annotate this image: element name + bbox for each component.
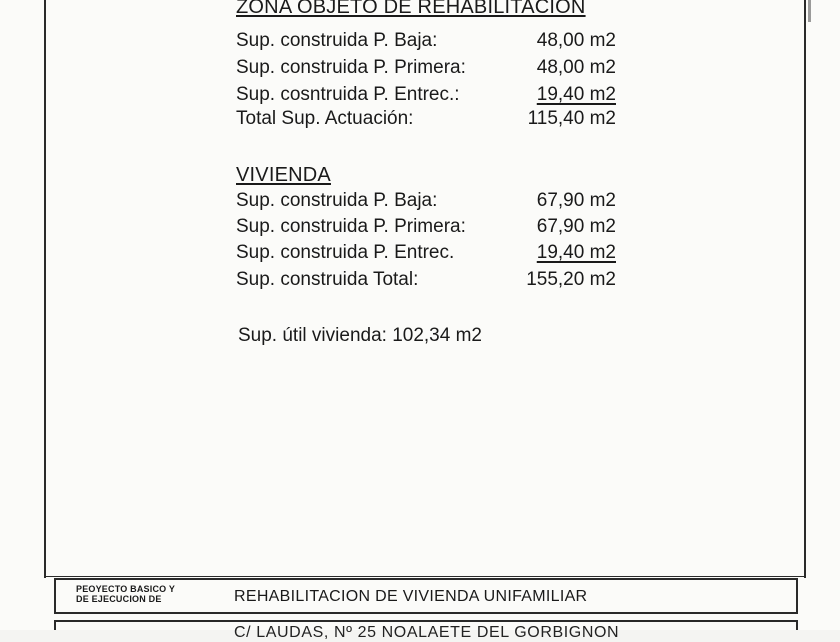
area-label: Sup. construida P. Entrec. — [236, 242, 455, 263]
section-heading-vivienda: VIVIENDA — [236, 164, 331, 186]
area-value: 19,40 m2 — [536, 84, 616, 105]
area-label: Total Sup. Actuación: — [236, 108, 414, 129]
area-value: 155,20 m2 — [526, 269, 616, 290]
area-value: 67,90 m2 — [536, 190, 616, 211]
area-label: Sup. construida P. Primera: — [236, 57, 466, 78]
area-total-row — [236, 108, 616, 132]
area-value: 48,00 m2 — [536, 30, 616, 51]
title-block-project-name: REHABILITACION DE VIVIENDA UNIFAMILIAR — [234, 588, 588, 605]
area-value: 48,00 m2 — [536, 57, 616, 78]
title-block-label-line: DE EJECUCION DE — [76, 594, 162, 604]
area-label: Sup. construida Total: — [236, 269, 419, 290]
title-block-rule — [54, 612, 798, 614]
title-block-divider — [44, 576, 806, 577]
edge-mark — [808, 0, 811, 22]
area-label: Sup. construida P. Baja: — [236, 30, 438, 51]
title-block-label — [76, 584, 206, 604]
area-label: Sup. cosntruida P. Entrec.: — [236, 84, 460, 105]
area-label: Sup. construida P. Primera: — [236, 216, 466, 237]
area-value: 67,90 m2 — [536, 216, 616, 237]
title-block-address-partial: C/ LAUDAS, Nº 25 NOALAETE DEL GORBIGNON — [234, 624, 620, 641]
area-row — [236, 57, 616, 81]
frame-border-right — [804, 0, 806, 578]
area-row — [236, 84, 616, 108]
area-value: 19,40 m2 — [536, 242, 616, 263]
useful-area-line: Sup. útil vivienda: 102,34 m2 — [238, 325, 482, 346]
area-label: Sup. construida P. Baja: — [236, 190, 438, 211]
frame-border-left — [44, 0, 46, 578]
section-heading-rehabilitacion: ZONA OBJETO DE REHABILITACION — [236, 0, 586, 18]
area-row — [236, 216, 616, 240]
area-row — [236, 242, 616, 266]
area-row — [236, 30, 616, 54]
title-block-label-line: PEOYECTO BASICO Y — [76, 584, 176, 594]
area-row — [236, 190, 616, 214]
area-value: 115,40 m2 — [527, 108, 616, 129]
area-total-row — [236, 269, 616, 293]
